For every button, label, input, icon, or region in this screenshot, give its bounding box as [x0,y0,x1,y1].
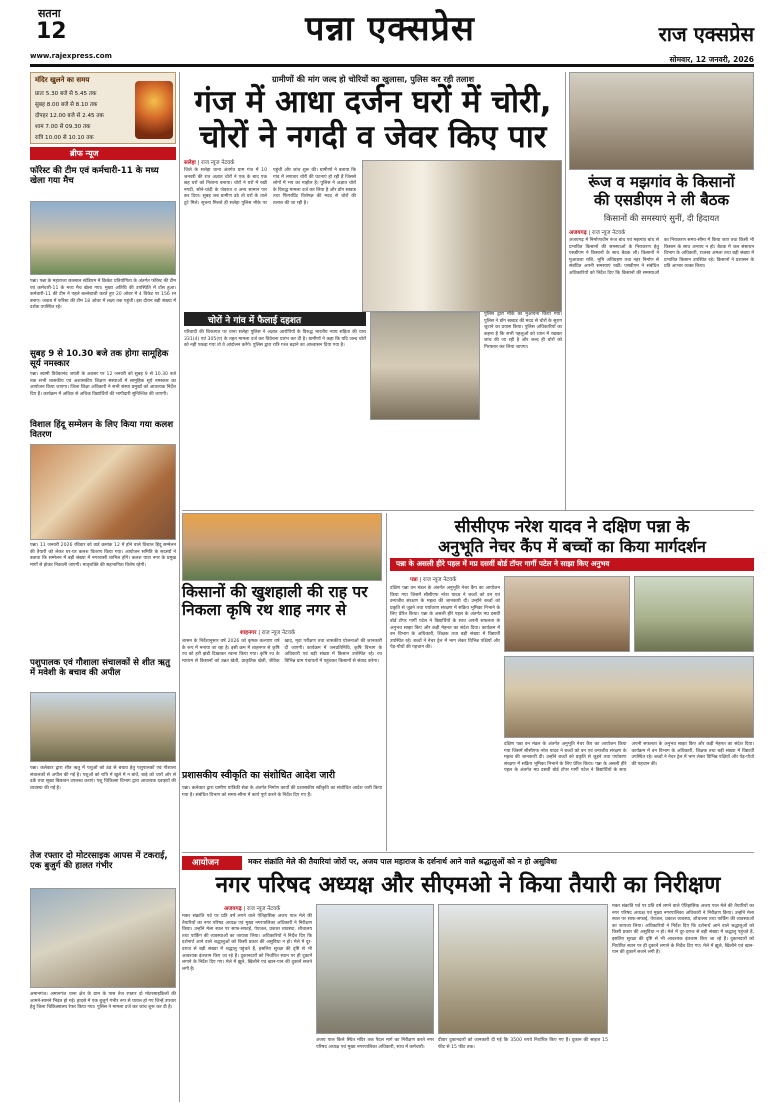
farmer-rally-headline-line-1: किसानों की खुशहाली की राह पर [182,583,368,601]
meeting-byline-place: अजयगढ़ [569,230,587,236]
brand-name: राज एक्सप्रेस [658,22,754,46]
temple-heading: मंदिर खुलने का समय [35,76,90,84]
brief-item-1-body: पन्ना। पन्ना के महाराजा छत्रसाल स्टेडियम में क्रिकेट प्रतियोगिता के अंतर्गत फॉरेस्ट की टीम एवं कर्मचारी-11 के मध्य मैच खेला गया। मुख्य अतिथि की उपस्थिति में टॉस हुआ। कर्मचारी-11 की टीम ने पहले बल्लेबाजी करते हुए 20 ओवर में 4 विकेट पर 156 रन बनाए। जवाब में फॉरेस्ट की टीम 18 ओवर में लक्ष्य तक पहुंची। इस दौरान बड़ी संख्या में दर्शक उपस्थित रहे। [30,279,178,311]
brief-item-5-headline: तेज रफ्तार दो मोटरसाइक आपस में टकराई, एक बुजुर्ग की हालत गंभीर [30,851,168,871]
column-divider [179,72,180,1102]
festival-kicker: मकर संक्रांति मेले की तैयारियां जोरों पर, अजय पाल महाराज के दर्शनार्थ आने वाले श्रद्धालुओं को न हो असुविधा [248,857,557,866]
masthead-rule [30,64,754,67]
lead-byline: सलेहा | राज न्यूज नेटवर्क [184,160,235,166]
deity-image [135,81,173,139]
meeting-photo [569,72,754,170]
temple-box [30,72,176,144]
date: सोमवार, 12 जनवरी, 2026 [669,55,754,64]
farmer-rally-subhead: प्रशासकीय स्वीकृति का संशोधित आदेश जारी [182,770,336,781]
festival-byline: अजयगढ़ | राज न्यूज नेटवर्क [224,906,281,912]
lead-photo-body: पुलिस द्वारा मौके का मुआयना किया गया। पुलिस ने डॉग स्क्वाड की मदद से चोरों के सुराग जुटाने का प्रयास किया। पुलिस अधिकारियों का कहना है कि सभी पहलुओं को ध्यान में रखकर जांच की जा रही है और जल्द ही चोरों को गिरफ्तार कर लिया जाएगा। [484,312,564,350]
festival-byline-desk: राज न्यूज नेटवर्क [247,906,281,912]
temple-line: दोपहर 12.00 बजे से 2.45 तक [35,113,104,119]
festival-body: मकर संक्रांति पर्व पर प्रति वर्ष लगने वाले ऐतिहासिक अजय पाल मेले की तैयारियों का नगर परिषद अध्यक्ष एवं मुख्य नगरपालिका अधिकारी ने निरीक्षण किया। उन्होंने मेला स्थल पर साफ-सफाई, पेयजल, प्रकाश व्यवस्था, शौचालय तथा पार्किंग की व्यवस्थाओं का जायजा लिया। अधिकारियों ने निर्देश दिए कि दर्शनार्थ आने वाले श्रद्धालुओं को किसी प्रकार की असुविधा न हो। मेले में दूर-दराज से बड़ी संख्या में श्रद्धालु पहुंचते हैं, इसलिए सुरक्षा की दृष्टि से भी आवश्यक इंतजाम किए जा रहे हैं। दुकानदारों को निर्धारित स्थान पर ही दुकानें लगाने के निर्देश दिए गए। मेले में झूले, खिलौने एवं खान-पान की दुकानें सजने लगी हैं। [182,914,314,972]
farmer-rally-headline-line-2: निकला कृषि रथ शाह नगर से [182,601,347,619]
nature-camp-body-cont: दक्षिण पन्ना वन मंडल के अंतर्गत अनुभूति नेचर कैंप का आयोजन किया गया जिसमें सीसीएफ नरेश यादव ने बच्चों को वन एवं वन्यजीव संरक्षण के महत्व की जानकारी दी। उन्होंने बच्चों को प्रकृति से जुड़ने तथा पर्यावरण संरक्षण में सक्रिय भूमिका निभाने के लिए प्रेरित किया। पन्ना के असली हीरे पहल के अंतर्गत मप्र दसवीं बोर्ड टॉपर गार्गी पटेल ने विद्यार्थियों के साथ अपनी सफलता के अनुभव साझा किए और कड़ी मेहनत का संदेश दिया। कार्यक्रम में वन विभाग के अधिकारी, शिक्षक तथा बड़ी संख्या में विद्यार्थी उपस्थित रहे। बच्चों ने नेचर ट्रेल में भाग लेकर विभिन्न पक्षियों और पेड़-पौधों की पहचान की। [504,742,756,774]
lead-headline-line-1: गंज में आधा दर्जन घरों में चोरी, [194,84,552,120]
section-divider [182,510,754,511]
temple-line: शाम 7.00 से 09.30 तक [35,124,91,130]
farmer-rally-photo [182,513,382,581]
lead-subhead: चोरों ने गांव में फैलाई दहशत [184,312,366,326]
lead-sub-body: परिवादी की शिकायत पर थाना सलेहा पुलिस ने अज्ञात आरोपियों के विरुद्ध भारतीय न्याय संहिता की धारा 331(4) एवं 305(ए) के तहत मामला दर्ज कर विवेचना प्रारंभ कर दी है। ग्रामीणों ने कहा कि यदि जल्द चोरों को नहीं पकड़ा गया तो वे आंदोलन करेंगे। पुलिस द्वारा रात्रि गश्त बढ़ाने का आश्वासन दिया गया है। [184,330,368,349]
festival-body-cont: मकर संक्रांति पर्व पर प्रति वर्ष लगने वाले ऐतिहासिक अजय पाल मेले की तैयारियों का नगर परिषद अध्यक्ष एवं मुख्य नगरपालिका अधिकारी ने निरीक्षण किया। उन्होंने मेला स्थल पर साफ-सफाई, पेयजल, प्रकाश व्यवस्था, शौचालय तथा पार्किंग की व्यवस्थाओं का जायजा लिया। अधिकारियों ने निर्देश दिए कि दर्शनार्थ आने वाले श्रद्धालुओं को किसी प्रकार की असुविधा न हो। मेले में दूर-दराज से बड़ी संख्या में श्रद्धालु पहुंचते हैं, इसलिए सुरक्षा की दृष्टि से भी आवश्यक इंतजाम किए जा रहे हैं। दुकानदारों को निर्धारित स्थान पर ही दुकानें लगाने के निर्देश दिए गए। मेले में झूले, खिलौने एवं खान-पान की दुकानें सजने लगी हैं। [612,904,756,956]
nature-camp-photo-1 [504,576,630,652]
festival-caption: अजय पाल किले स्थित मंदिर तक पैदल मार्ग का निरीक्षण करते नगर परिषद अध्यक्ष एवं मुख्य नगरपालिका अधिकारी, साथ में कर्मचारी। [316,1038,436,1050]
brief-item-3-headline: विशाल हिंदू सम्मेलन के लिए किया गया कलश वितरण [30,420,174,440]
farmer-rally-sub-body: पन्ना। कलेक्टर द्वारा ग्रामीण यांत्रिकी सेवा के अंतर्गत निर्माण कार्यों की प्रशासकीय स्वीकृति का संशोधित आदेश जारी किया गया है। संबंधित विभाग को समय-सीमा में कार्य पूर्ण करने के निर्देश दिए गए हैं। [182,786,384,798]
page-label: सतना [38,7,61,20]
festival-headline: नगर परिषद अध्यक्ष और सीएमओ ने किया तैयारी का निरीक्षण [215,872,721,898]
festival-tag: आयोजन [182,856,242,870]
temple-line: सुबह 8.00 बजे से 8.10 तक [35,102,98,108]
brief-photo-kalash [30,444,176,540]
page-number: 12 [36,19,67,44]
lead-photo-door [362,160,562,312]
lead-headline-line-2: चोरों ने नगदी व जेवर किए पार [199,119,547,155]
brief-item-2-headline: सुबह 9 से 10.30 बजे तक होगा सामूहिक सूर्य नमस्कार [30,349,169,369]
farmer-rally-body: शासन के निर्देशानुसार वर्ष 2026 को कृषक कल्याण वर्ष के रूप में मनाया जा रहा है। इसी क्रम में शाहनगर से कृषि रथ को हरी झंडी दिखाकर रवाना किया गया। कृषि रथ के माध्यम से किसानों को उन्नत खेती, प्राकृतिक खेती, जैविक खाद, मृदा परीक्षण तथा शासकीय योजनाओं की जानकारी दी जाएगी। कार्यक्रम में जनप्रतिनिधि, कृषि विभाग के अधिकारी एवं बड़ी संख्या में किसान उपस्थित रहे। रथ विभिन्न ग्राम पंचायतों में पहुंचकर किसानों से संवाद करेगा। [182,639,384,664]
meeting-subhead: किसानों की समस्याएं सुनीं, दी हिदायत [603,213,720,223]
column-divider [386,513,387,851]
meeting-headline-line-2: की एसडीएम ने ली बैठक [593,191,730,209]
nature-camp-headline-line-1: सीसीएफ नरेश यादव ने दक्षिण पन्ना के [454,517,690,537]
farmer-rally-byline: शाहनगर | राज न्यूज नेटवर्क [240,630,296,636]
column-divider [565,72,566,510]
farmer-rally-byline-place: शाहनगर [240,630,257,636]
nature-camp-strap: पन्ना के असली हीरे पहल में मप्र दसवीं बोर्ड टॉपर गार्गी पटेल ने साझा किए अनुभव [390,558,754,571]
nature-camp-body: दक्षिण पन्ना वन मंडल के अंतर्गत अनुभूति नेचर कैंप का आयोजन किया गया जिसमें सीसीएफ नरेश यादव ने बच्चों को वन एवं वन्यजीव संरक्षण के महत्व की जानकारी दी। उन्होंने बच्चों को प्रकृति से जुड़ने तथा पर्यावरण संरक्षण में सक्रिय भूमिका निभाने के लिए प्रेरित किया। पन्ना के असली हीरे पहल के अंतर्गत मप्र दसवीं बोर्ड टॉपर गार्गी पटेल ने विद्यार्थियों के साथ अपनी सफलता के अनुभव साझा किए और कड़ी मेहनत का संदेश दिया। कार्यक्रम में वन विभाग के अधिकारी, शिक्षक तथा बड़ी संख्या में विद्यार्थी उपस्थित रहे। बच्चों ने नेचर ट्रेल में भाग लेकर विभिन्न पक्षियों और पेड़-पौधों की पहचान की। [390,586,502,651]
brief-item-3-body: पन्ना। 11 जनवरी 2026 रविवार को वार्ड क्रमांक 12 में होने वाले विशाल हिंदू सम्मेलन की तैयारी को लेकर घर-घर कलश वितरण किया गया। आयोजन समिति के सदस्यों ने बताया कि सम्मेलन में बड़ी संख्या में नगरवासी शामिल होंगे। कलश यात्रा नगर के प्रमुख मार्गों से होकर निकाली जाएगी। मातृशक्ति की सहभागिता विशेष रहेगी। [30,543,178,568]
brief-item-4-body: पन्ना। कलेक्टर द्वारा शीत ऋतु में पशुओं को ठंड से बचाव हेतु पशुपालकों एवं गौशाला संचालकों से अपील की गई है। पशुओं को रात्रि में खुले में न बांधें, बाड़े को चारों ओर से ढकें तथा सूखा बिछावन उपलब्ध कराएं। पशु चिकित्सा विभाग द्वारा आवश्यक दवाइयों की व्यवस्था की गई है। [30,766,178,791]
brief-photo-cattle [30,692,176,762]
lead-kicker: ग्रामीणों की मांग जल्द हो चोरियों का खुलासा, पुलिस कर रही तलाश [271,74,475,84]
nature-camp-byline-place: पन्ना [410,577,418,583]
brief-photo-accident [30,888,176,988]
lead-photo-house [370,312,480,420]
newspaper-title: पन्ना एक्सप्रेस [305,9,475,49]
meeting-byline-desk: राज न्यूज नेटवर्क [592,230,626,236]
nature-camp-byline-desk: राज न्यूज नेटवर्क [423,577,457,583]
website[interactable]: www.rajexpress.com [30,52,112,60]
nature-camp-headline-line-2: अनुभूति नेचर कैंप में बच्चों का किया मार्गदर्शन [438,537,706,556]
nature-camp-photo-3 [504,656,754,738]
lead-byline-desk: राज न्यूज नेटवर्क [201,160,235,166]
meeting-body: अजयगढ़ में निर्माणाधीन रूंज बांध एवं मझगांव बांध से प्रभावित किसानों की समस्याओं के निराकरण हेतु एसडीएम ने किसानों के साथ बैठक ली। किसानों ने मुआवजा राशि, भूमि अधिग्रहण तथा नहर निर्माण से संबंधित अपनी समस्याएं रखीं। एसडीएम ने संबंधित अधिकारियों को निर्देश दिए कि किसानों की समस्याओं का निराकरण समय-सीमा में किया जाए तथा किसी भी किसान के साथ अन्याय न हो। बैठक में जल संसाधन विभाग के अधिकारी, राजस्व अमला तथा बड़ी संख्या में प्रभावित किसान उपस्थित रहे। किसानों ने प्रशासन के प्रति आभार व्यक्त किया। [569,238,756,276]
festival-caption-2: दीवार दुकानदारों को जानकारी दी गई कि 3500 रुपये निर्धारित किए गए हैं। दुकान की साइज 15 फीट से 15 फीट तक। [438,1038,610,1050]
lead-body: जिले के सलेहा थाना अंतर्गत ग्राम गंज में 10 जनवरी की रात अज्ञात चोरों ने एक के बाद एक छह घरों को निशाना बनाया। चोरों ने घरों में रखी नगदी, सोने-चांदी के जेवरात व अन्य सामान पार कर दिया। सुबह जब ग्रामीण उठे तो घरों के ताले टूटे मिले। सूचना मिलते ही सलेहा पुलिस मौके पर पहुंची और जांच शुरू की। ग्रामीणों ने बताया कि गांव में लगातार चोरी की घटनाएं हो रही हैं जिससे लोगों में भय का माहौल है। पुलिस ने अज्ञात चोरों के विरुद्ध मामला दर्ज कर लिया है और डॉग स्क्वाड तथा फिंगरप्रिंट विशेषज्ञ की मदद से चोरों की तलाश की जा रही है। [184,168,358,206]
meeting-headline-line-1: रूंज व मझगांव के किसानों [588,173,735,191]
brief-photo-cricket [30,201,176,275]
masthead [0,0,778,68]
festival-photo-fort [316,904,434,1034]
brief-news-label: ब्रीफ न्यूज [30,147,176,160]
nature-camp-photo-2 [634,576,754,652]
festival-byline-place: अजयगढ़ [224,906,242,912]
temple-line: प्रातः 5.30 बजे से 5.45 तक [35,91,97,97]
brief-item-2-body: पन्ना। स्वामी विवेकानंद जयंती के अवसर पर 12 जनवरी को सुबह 9 से 10.30 बजे तक सभी शासकीय एवं अशासकीय शिक्षण संस्थाओं में सामूहिक सूर्य नमस्कार का आयोजन किया जाएगा। जिला शिक्षा अधिकारी ने सभी संस्था प्रमुखों को आवश्यक निर्देश दिए हैं। कार्यक्रम में अधिक से अधिक विद्यार्थियों की भागीदारी सुनिश्चित की जाएगी। [30,372,178,397]
farmer-rally-byline-desk: राज न्यूज नेटवर्क [261,630,296,636]
nature-camp-byline: पन्ना | राज न्यूज नेटवर्क [410,577,457,583]
brief-item-5-body: अमानगंज। अमानगंज थाना क्षेत्र के ग्राम के पास तेज रफ्तार दो मोटरसाइकिलों की आमने-सामने भिड़ंत हो गई। हादसे में एक बुजुर्ग गंभीर रूप से घायल हो गए जिन्हें उपचार हेतु जिला चिकित्सालय रेफर किया गया। पुलिस ने मामला दर्ज कर जांच शुरू कर दी है। [30,992,178,1011]
festival-photo-stalls [438,904,608,1034]
meeting-byline: अजयगढ़ | राज न्यूज नेटवर्क [569,230,626,236]
section-divider [182,852,754,853]
lead-byline-place: सलेहा [184,160,196,166]
brief-item-4-headline: पशुपालक एवं गौशाला संचालकों से शीत ऋतु में मवेशी के बचाव की अपील [30,658,171,678]
brief-item-1-headline: फॉरेस्ट की टीम एवं कर्मचारी-11 के मध्य खेला गया मैच [30,166,159,186]
temple-line: रात्रि 10.00 से 10.10 तक [35,135,94,141]
